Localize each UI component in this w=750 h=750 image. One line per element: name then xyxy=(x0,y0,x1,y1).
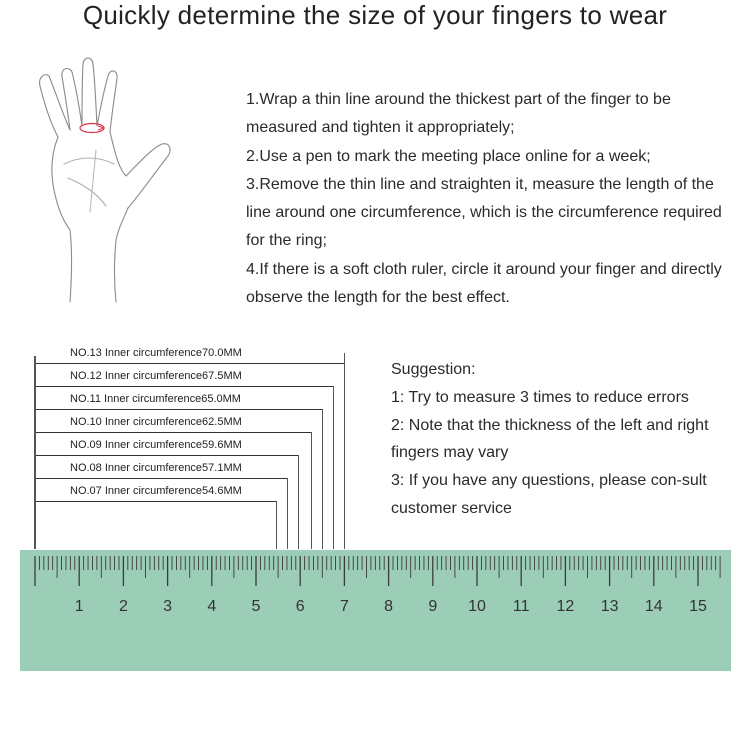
ruler-number: 4 xyxy=(207,598,217,615)
ruler-number: 11 xyxy=(512,598,530,615)
size-line xyxy=(36,501,276,502)
size-label: NO.11 Inner circumference65.0MM xyxy=(70,393,241,405)
size-marker xyxy=(276,501,277,549)
size-label: NO.08 Inner circumference57.1MM xyxy=(70,462,242,474)
size-line xyxy=(36,432,311,433)
size-marker xyxy=(311,432,312,549)
ruler-number: 7 xyxy=(339,598,349,615)
hand-outline-icon xyxy=(18,52,193,304)
instruction-step: 4.If there is a soft cloth ruler, circle it around your finger and directly observe the length for the best effect. xyxy=(246,260,722,307)
ruler-number: 9 xyxy=(428,598,438,615)
suggestion-item: 2: Note that the thickness of the left and right fingers may vary xyxy=(391,416,709,462)
ruler-number: 13 xyxy=(600,598,619,615)
suggestion-item: 3: If you have any questions, please con-sult customer service xyxy=(391,472,707,517)
size-label: NO.07 Inner circumference54.6MM xyxy=(70,485,242,497)
instruction-step: 1.Wrap a thin line around the thickest part of the finger to be measured and tighten it appropriately; xyxy=(246,91,671,137)
instruction-step: 2.Use a pen to mark the meeting place online for a week; xyxy=(246,147,651,165)
ruler-number: 14 xyxy=(644,598,663,615)
size-label: NO.13 Inner circumference70.0MM xyxy=(70,347,242,359)
size-marker xyxy=(298,455,299,549)
ruler xyxy=(20,550,731,671)
start-line xyxy=(34,356,35,549)
suggestion-box xyxy=(391,356,736,523)
ruler-number: 3 xyxy=(163,598,173,615)
size-label: NO.10 Inner circumference62.5MM xyxy=(70,416,242,428)
size-label: NO.12 Inner circumference67.5MM xyxy=(70,370,242,382)
ruler-number: 15 xyxy=(689,598,707,615)
instructions xyxy=(246,86,726,312)
size-line xyxy=(36,455,298,456)
ruler-number: 12 xyxy=(556,598,575,615)
ruler-number: 2 xyxy=(118,598,128,615)
size-marker xyxy=(322,409,323,549)
ruler-number: 1 xyxy=(74,598,84,615)
suggestion-heading: Suggestion: xyxy=(391,361,476,378)
size-line xyxy=(36,386,333,387)
instruction-step: 3.Remove the thin line and straighten it, measure the length of the line around one circumference, which is the circumference required for the ring; xyxy=(246,175,722,250)
ruler-number: 6 xyxy=(295,598,305,615)
page-title: Quickly determine the size of your fingers to wear xyxy=(82,0,668,30)
ruler-number: 10 xyxy=(468,598,486,615)
size-marker xyxy=(287,478,288,549)
size-marker xyxy=(344,353,345,549)
size-line xyxy=(36,478,287,479)
ruler-number: 8 xyxy=(384,598,394,615)
suggestion-item: 1: Try to measure 3 times to reduce errors xyxy=(391,388,689,406)
size-line xyxy=(36,363,344,364)
ruler-number: 5 xyxy=(251,598,261,615)
size-line xyxy=(36,409,322,410)
size-marker xyxy=(333,386,334,549)
size-label: NO.09 Inner circumference59.6MM xyxy=(70,439,242,451)
